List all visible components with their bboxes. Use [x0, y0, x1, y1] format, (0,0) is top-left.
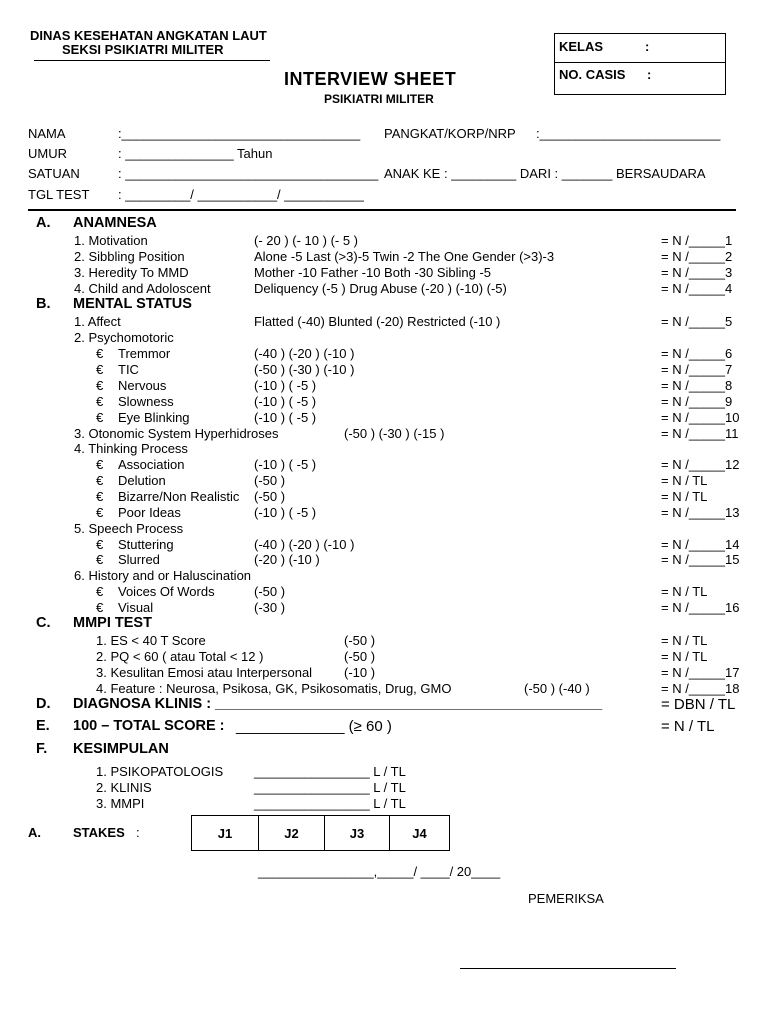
- bullet-icon: €: [96, 346, 104, 361]
- row-scores: Mother -10 Father -10 Both -30 Sibling -5: [254, 265, 492, 280]
- total-score-label: 100 – TOTAL SCORE :: [73, 718, 225, 734]
- mmpi-label: 3. Kesulitan Emosi atau Interpersonal: [96, 665, 313, 680]
- mmpi-result[interactable]: = N / TL: [661, 649, 708, 664]
- row-label: Nervous: [118, 378, 167, 393]
- row-scores: (-20 ) (-10 ): [254, 552, 320, 567]
- section-a-title: ANAMNESA: [73, 215, 157, 231]
- row-result[interactable]: = N /_____14: [661, 537, 740, 552]
- row-label: Bizarre/Non Realistic: [118, 489, 240, 504]
- mmpi-label: 1. ES < 40 T Score: [96, 633, 206, 648]
- row-result[interactable]: = N /_____10: [661, 410, 740, 425]
- mmpi-result[interactable]: = N /_____18: [661, 681, 740, 696]
- row-label: TIC: [118, 362, 139, 377]
- row-result[interactable]: = N / TL: [661, 489, 708, 504]
- satuan-label: SATUAN: [28, 166, 80, 181]
- section-divider: [28, 209, 736, 211]
- satuan-field[interactable]: : ___________________________________: [118, 166, 379, 181]
- bullet-icon: €: [96, 473, 104, 488]
- row-scores: (-50 ): [254, 473, 286, 488]
- signature-line[interactable]: [460, 968, 676, 969]
- row-label: Stuttering: [118, 537, 174, 552]
- row-scores: (-40 ) (-20 ) (-10 ): [254, 346, 355, 361]
- header-underline: [34, 60, 270, 61]
- casis-label: NO. CASIS: [559, 67, 626, 82]
- kesimpulan-field[interactable]: ________________ L / TL: [254, 780, 406, 795]
- row-result[interactable]: = N /_____13: [661, 505, 740, 520]
- row-label: Visual: [118, 600, 154, 615]
- row-label: Slurred: [118, 552, 160, 567]
- row-result[interactable]: = N /_____8: [661, 378, 733, 393]
- pangkat-field[interactable]: :_________________________: [536, 126, 721, 141]
- diagnosa-klinis-field[interactable]: DIAGNOSA KLINIS : ________________________________________________: [73, 696, 603, 712]
- total-score-field[interactable]: _____________ (≥ 60 ): [236, 718, 392, 735]
- row-label: 3. Otonomic System Hyperhidroses: [74, 426, 279, 441]
- row-scores: (-50 ): [254, 584, 286, 599]
- kesimpulan-field[interactable]: ________________ L / TL: [254, 796, 406, 811]
- row-scores: (-50 ): [254, 489, 286, 504]
- bullet-icon: €: [96, 410, 104, 425]
- row-label: Poor Ideas: [118, 505, 181, 520]
- mmpi-label: 4. Feature : Neurosa, Psikosa, GK, Psikosomatis, Drug, GMO: [96, 681, 452, 696]
- row-result[interactable]: = N / TL: [661, 584, 708, 599]
- row-label: 1. Affect: [74, 314, 121, 329]
- mmpi-label: 2. PQ < 60 ( atau Total < 12 ): [96, 649, 264, 664]
- mmpi-scores: (-50 ): [344, 649, 376, 664]
- row-result[interactable]: = N /_____3: [661, 265, 733, 280]
- row-label: 2. Psychomotoric: [74, 330, 174, 345]
- row-label: 4. Thinking Process: [74, 441, 188, 456]
- tgl-test-field[interactable]: : _________/ ___________/ ___________: [118, 187, 364, 202]
- stakes-cell-j4[interactable]: J4: [389, 815, 450, 851]
- bullet-icon: €: [96, 378, 104, 393]
- kelas-colon: :: [645, 39, 650, 54]
- row-result[interactable]: = N /_____5: [661, 314, 733, 329]
- mmpi-result[interactable]: = N / TL: [661, 633, 708, 648]
- pemeriksa-label: PEMERIKSA: [528, 891, 604, 906]
- row-label: Eye Blinking: [118, 410, 190, 425]
- row-result[interactable]: = N /_____9: [661, 394, 733, 409]
- mmpi-scores: (-50 ): [344, 633, 376, 648]
- bullet-icon: €: [96, 489, 104, 504]
- nama-label: NAMA: [28, 126, 66, 141]
- stakes-label: STAKES: [73, 825, 125, 840]
- bullet-icon: €: [96, 394, 104, 409]
- umur-label: UMUR: [28, 146, 67, 161]
- section-c-title: MMPI TEST: [73, 615, 152, 631]
- section-d-letter: D.: [36, 696, 51, 712]
- row-scores: (-10 ) ( -5 ): [254, 394, 317, 409]
- row-scores: (- 20 ) (- 10 ) (- 5 ): [254, 233, 359, 248]
- org-line-1: DINAS KESEHATAN ANGKATAN LAUT: [30, 28, 267, 43]
- row-scores: (-10 ) ( -5 ): [254, 457, 317, 472]
- row-result[interactable]: = N /_____12: [661, 457, 740, 472]
- bullet-icon: €: [96, 600, 104, 615]
- anak-ke-field[interactable]: ANAK KE : _________ DARI : _______ BERSAUDARA: [384, 166, 706, 181]
- row-label: Association: [118, 457, 185, 472]
- nama-field[interactable]: :_________________________________: [118, 126, 361, 141]
- box-divider: [554, 62, 725, 63]
- stakes-cell-j3[interactable]: J3: [324, 815, 390, 851]
- kesimpulan-label: 1. PSIKOPATOLOGIS: [96, 764, 224, 779]
- row-scores: (-10 ) ( -5 ): [254, 378, 317, 393]
- row-scores: (-30 ): [254, 600, 286, 615]
- row-label: Tremmor: [118, 346, 171, 361]
- section-a-letter: A.: [36, 215, 51, 231]
- bullet-icon: €: [96, 505, 104, 520]
- section-e-letter: E.: [36, 718, 50, 734]
- row-label: Delution: [118, 473, 166, 488]
- page-subtitle: PSIKIATRI MILITER: [324, 92, 434, 106]
- section-b-title: MENTAL STATUS: [73, 296, 192, 312]
- mmpi-scores: (-50 ) (-40 ): [524, 681, 590, 696]
- row-label: 4. Child and Adoloscent: [74, 281, 211, 296]
- row-result[interactable]: = N /_____16: [661, 600, 740, 615]
- bullet-icon: €: [96, 584, 104, 599]
- row-label: 5. Speech Process: [74, 521, 184, 536]
- section-f-letter: F.: [36, 741, 48, 757]
- stakes-cell-j1[interactable]: J1: [191, 815, 259, 851]
- row-scores: Deliquency (-5 ) Drug Abuse (-20 ) (-10) (-5): [254, 281, 507, 296]
- section-b-letter: B.: [36, 296, 51, 312]
- section-f-title: KESIMPULAN: [73, 741, 169, 757]
- bullet-icon: €: [96, 537, 104, 552]
- stakes-letter: A.: [28, 825, 41, 840]
- total-score-result: = N / TL: [661, 718, 715, 735]
- row-label: 2. Sibbling Position: [74, 249, 185, 264]
- umur-field[interactable]: : _______________ Tahun: [118, 146, 273, 161]
- mmpi-scores: (-10 ): [344, 665, 376, 680]
- row-result[interactable]: = N /_____4: [661, 281, 733, 296]
- bullet-icon: €: [96, 457, 104, 472]
- row-label: Voices Of Words: [118, 584, 215, 599]
- mmpi-result[interactable]: = N /_____17: [661, 665, 740, 680]
- row-scores: (-10 ) ( -5 ): [254, 505, 317, 520]
- row-scores: Alone -5 Last (>3)-5 Twin -2 The One Gender (>3)-3: [254, 249, 555, 264]
- pangkat-label: PANGKAT/KORP/NRP: [384, 126, 516, 141]
- row-scores: (-50 ) (-30 ) (-10 ): [254, 362, 355, 377]
- row-result[interactable]: = N /_____15: [661, 552, 740, 567]
- row-scores: (-50 ) (-30 ) (-15 ): [344, 426, 445, 441]
- section-c-letter: C.: [36, 615, 51, 631]
- kelas-label: KELAS: [559, 39, 604, 54]
- row-result[interactable]: = N /_____1: [661, 233, 733, 248]
- bullet-icon: €: [96, 552, 104, 567]
- row-label: 6. History and or Haluscination: [74, 568, 252, 583]
- date-line[interactable]: ________________,_____/ ____/ 20____: [258, 864, 501, 879]
- casis-colon: :: [647, 67, 652, 82]
- row-label: Slowness: [118, 394, 174, 409]
- tgl-test-label: TGL TEST: [28, 187, 90, 202]
- row-result[interactable]: = N /_____2: [661, 249, 733, 264]
- row-scores: (-40 ) (-20 ) (-10 ): [254, 537, 355, 552]
- row-label: 1. Motivation: [74, 233, 148, 248]
- row-scores: Flatted (-40) Blunted (-20) Restricted (-10 ): [254, 314, 501, 329]
- row-label: 3. Heredity To MMD: [74, 265, 189, 280]
- bullet-icon: €: [96, 362, 104, 377]
- row-result[interactable]: = N /_____6: [661, 346, 733, 361]
- row-result[interactable]: = N /_____7: [661, 362, 733, 377]
- org-line-2: SEKSI PSIKIATRI MILITER: [62, 42, 224, 57]
- kesimpulan-field[interactable]: ________________ L / TL: [254, 764, 406, 779]
- kesimpulan-label: 3. MMPI: [96, 796, 145, 811]
- row-result[interactable]: = N / TL: [661, 473, 708, 488]
- stakes-cell-j2[interactable]: J2: [258, 815, 325, 851]
- kesimpulan-label: 2. KLINIS: [96, 780, 152, 795]
- row-scores: (-10 ) ( -5 ): [254, 410, 317, 425]
- row-result[interactable]: = N /_____11: [661, 426, 739, 441]
- page-title: INTERVIEW SHEET: [284, 69, 457, 89]
- diagnosa-result: = DBN / TL: [661, 696, 736, 713]
- stakes-colon: :: [136, 825, 140, 840]
